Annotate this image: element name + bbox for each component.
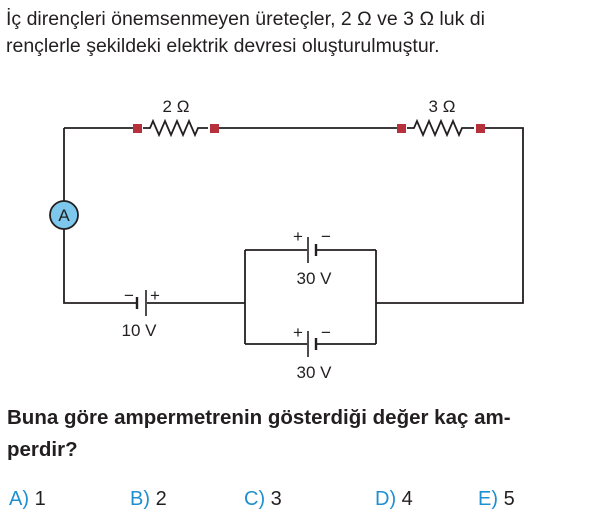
option-value: 4 bbox=[401, 488, 413, 510]
question-text bbox=[7, 402, 603, 466]
option-b[interactable] bbox=[130, 488, 167, 511]
resistor-2-ohm-label: 2 Ω bbox=[162, 97, 190, 116]
option-letter: A) bbox=[9, 488, 29, 510]
answer-options bbox=[0, 488, 603, 518]
intro-line-2: rençlerle şekildeki elektrik devresi oluşturulmuştur. bbox=[6, 35, 440, 57]
intro-line-1: İç dirençleri önemsenmeyen üreteçler, 2 Ω ve 3 Ω luk di bbox=[6, 8, 485, 30]
battery-left-plus: + bbox=[150, 286, 160, 305]
battery-left-minus: − bbox=[124, 286, 134, 305]
battery-top-minus: − bbox=[321, 227, 331, 246]
battery-bottom-voltage: 30 V bbox=[296, 363, 332, 382]
resistor-2-ohm bbox=[143, 121, 208, 135]
option-value: 1 bbox=[34, 488, 46, 510]
resistor-3-ohm-label: 3 Ω bbox=[428, 97, 456, 116]
battery-top-plus: + bbox=[293, 227, 303, 246]
question-line-2: perdir? bbox=[7, 438, 78, 461]
option-d[interactable] bbox=[375, 488, 413, 511]
option-value: 5 bbox=[503, 488, 515, 510]
battery-bottom-minus: − bbox=[321, 323, 331, 342]
resistor-terminal bbox=[476, 124, 485, 133]
wire-top-right bbox=[376, 128, 523, 303]
option-c[interactable] bbox=[244, 488, 282, 511]
battery-left-voltage: 10 V bbox=[121, 321, 157, 340]
option-value: 2 bbox=[155, 488, 167, 510]
resistor-terminal bbox=[133, 124, 142, 133]
option-e[interactable] bbox=[478, 488, 515, 511]
option-letter: B) bbox=[130, 488, 150, 510]
option-letter: E) bbox=[478, 488, 498, 510]
resistor-3-ohm bbox=[407, 121, 474, 135]
question-line-1: Buna göre ampermetrenin gösterdiği değer kaç am- bbox=[7, 406, 511, 429]
option-a[interactable] bbox=[9, 488, 46, 511]
ammeter-label: A bbox=[58, 206, 70, 225]
option-letter: D) bbox=[375, 488, 397, 510]
option-value: 3 bbox=[270, 488, 282, 510]
battery-bottom-plus: + bbox=[293, 323, 303, 342]
resistor-terminal bbox=[397, 124, 406, 133]
battery-top-voltage: 30 V bbox=[296, 269, 332, 288]
resistor-terminal bbox=[210, 124, 219, 133]
option-letter: C) bbox=[244, 488, 266, 510]
